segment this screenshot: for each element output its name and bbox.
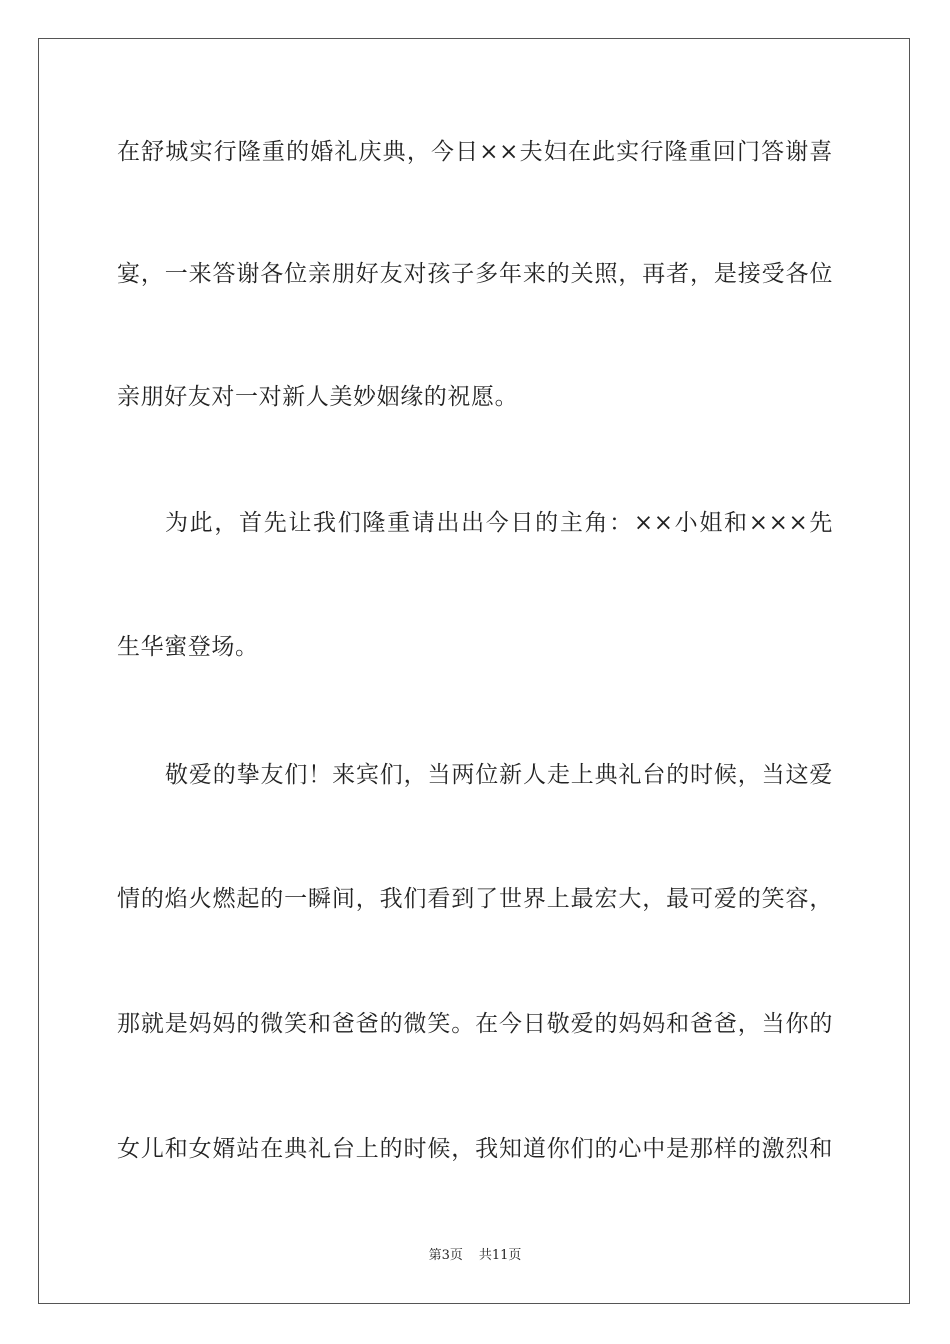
- page-number: 第3页: [428, 1248, 463, 1263]
- body-text-line: 女儿和女婿站在典礼台上的时候，我知道你们的心中是那样的激烈和: [117, 1136, 833, 1162]
- body-text-line: 亲朋好友对一对新人美妙姻缘的祝愿。: [117, 384, 519, 410]
- body-text-line: 情的焰火燃起的一瞬间，我们看到了世界上最宏大，最可爱的笑容，: [117, 886, 833, 912]
- body-text-line: 在舒城实行隆重的婚礼庆典，今日××夫妇在此实行隆重回门答谢喜: [117, 139, 833, 165]
- body-text-line: 宴，一来答谢各位亲朋好友对孩子多年来的关照，再者，是接受各位: [117, 261, 833, 287]
- paragraph-first-line: 敬爱的挚友们！来宾们，当两位新人走上典礼台的时候，当这爱: [165, 762, 833, 788]
- page-border: [38, 38, 910, 1304]
- paragraph-first-line: 为此，首先让我们隆重请出出今日的主角：××小姐和×××先: [165, 510, 833, 536]
- body-text-line: 那就是妈妈的微笑和爸爸的微笑。在今日敬爱的妈妈和爸爸，当你的: [117, 1011, 833, 1037]
- page-footer: [0, 1248, 950, 1264]
- total-pages: 共11页: [478, 1248, 522, 1263]
- body-text-line: 生华蜜登场。: [117, 634, 259, 660]
